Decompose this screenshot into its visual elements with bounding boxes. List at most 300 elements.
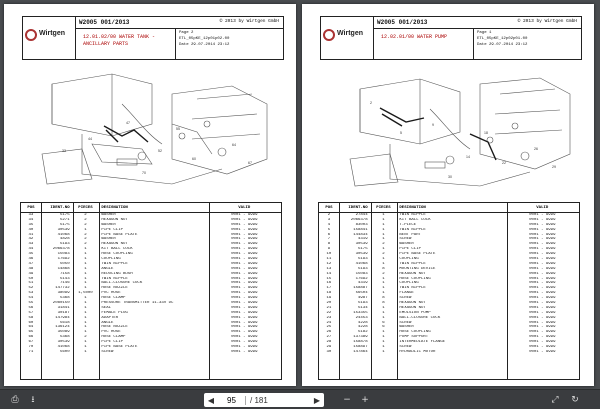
svg-text:60: 60 <box>192 157 196 161</box>
table-cell: 0001 - 9999 <box>529 301 556 306</box>
table-cell: 30539 <box>57 227 70 232</box>
page-meta: Page 2 ETL_05pKE_12p01p02-00 Date 29.07.2014 23:12 <box>179 31 230 47</box>
page-header <box>320 16 582 60</box>
table-cell: 0001 - 9999 <box>529 266 556 271</box>
svg-text:64: 64 <box>232 143 236 147</box>
logo-text: Wirtgen <box>337 30 363 37</box>
table-cell: 0001 - 9999 <box>231 349 258 354</box>
table-cell: 0001 - 9999 <box>529 310 556 315</box>
parts-table <box>318 202 580 380</box>
table-cell: 1 <box>382 305 385 310</box>
table-cell: 4228 <box>358 325 368 330</box>
table-cell: 29 <box>326 345 332 350</box>
table-cell: 41 <box>28 232 34 237</box>
table-cell: 0001 - 9999 <box>529 252 556 257</box>
table-cell: 25 <box>326 325 332 330</box>
table-cell: 1 <box>84 305 87 310</box>
table-cell: 4319 <box>358 281 368 286</box>
table-cell: 0001 - 9999 <box>529 286 556 291</box>
table-cell: PIPE BASE PLATE <box>399 252 436 257</box>
logo-text: Wirtgen <box>39 30 65 37</box>
table-cell: 12 <box>326 261 332 266</box>
table-cell: HYDRAULIC MOTOR <box>399 349 436 354</box>
table-cell: 54 <box>28 296 34 301</box>
table-cell: 56504 <box>355 291 368 296</box>
table-cell: KIT BALL COCK <box>101 247 133 252</box>
table-cell: 47 <box>28 261 34 266</box>
table-cell: WASHER <box>399 242 414 247</box>
table-cell: 5134 <box>358 305 368 310</box>
table-cell: 144834 <box>353 232 368 237</box>
table-cell: 0001 - 9999 <box>231 276 258 281</box>
table-cell: REDUCING BUSH <box>101 271 133 276</box>
table-cell: 44 <box>28 247 34 252</box>
table-cell: PUMP SUPPORT <box>399 335 429 340</box>
table-cell: FLANGE <box>399 291 414 296</box>
table-cell: HOSE CLAMP <box>101 296 126 301</box>
table-cell: 4828 <box>60 237 70 242</box>
logo-mark-icon <box>323 29 335 41</box>
table-cell: HEXAGON NUT <box>399 301 426 306</box>
table-cell: 11 <box>326 257 332 262</box>
table-cell: 43 <box>28 242 34 247</box>
table-cell: 5193 <box>358 257 368 262</box>
table-cell: HEXAGON NUT <box>101 217 128 222</box>
table-cell: 0001 - 9999 <box>231 281 258 286</box>
table-cell: 1 <box>84 276 87 281</box>
table-cell: 15083 <box>355 271 368 276</box>
table-cell: BALL-CLOSURE COCK <box>399 315 441 320</box>
table-cell: 1 <box>84 315 87 320</box>
table-cell: SCREW <box>399 296 412 301</box>
fit-page-icon[interactable]: ⤢ <box>551 395 559 405</box>
table-cell: 0001 - 9999 <box>231 286 258 291</box>
table-cell: 30539 <box>57 340 70 345</box>
table-cell: 27 <box>326 335 332 340</box>
table-cell: 34 <box>28 217 34 222</box>
table-cell: 5600 <box>60 349 70 354</box>
table-cell: 0001 - 9999 <box>529 276 556 281</box>
table-cell: WASHER <box>101 237 116 242</box>
table-cell: 38099 <box>57 291 70 296</box>
table-cell: 2066378 <box>350 217 368 222</box>
table-cell: T-PIECE <box>399 222 417 227</box>
table-cell: 6 <box>382 320 385 325</box>
table-cell: 3 <box>327 217 331 222</box>
table-cell: 1 <box>382 340 385 345</box>
table-cell: 0001 - 9999 <box>231 330 258 335</box>
table-cell: 10 <box>326 252 332 257</box>
table-cell: 48 <box>28 266 34 271</box>
table-cell: HEXAGON NUT <box>399 271 426 276</box>
table-cell: PIPE CLIP <box>101 227 124 232</box>
table-cell: 33 <box>28 213 34 217</box>
table-cell: ADAPTER <box>101 315 119 320</box>
table-cell: 40 <box>28 227 34 232</box>
table-cell: 15 <box>326 276 332 281</box>
table-cell: 1 <box>84 349 87 354</box>
svg-text:9: 9 <box>432 123 434 127</box>
table-cell: 0001 - 9999 <box>529 281 556 286</box>
table-cell: 0001 - 9999 <box>231 310 258 315</box>
table-cell: 50 <box>28 276 34 281</box>
table-cell: 0001 - 9999 <box>529 315 556 320</box>
table-cell: 55 <box>28 301 34 306</box>
table-cell: 2 <box>84 237 87 242</box>
svg-text:5: 5 <box>400 131 402 135</box>
table-cell: 1 <box>84 281 87 286</box>
table-cell: 0001 - 9999 <box>231 222 258 227</box>
table-cell: 57 <box>28 310 34 315</box>
table-cell: 147864 <box>353 349 368 354</box>
right-page <box>302 4 594 386</box>
table-cell: 4228 <box>358 320 368 325</box>
table-cell: 67 <box>28 340 34 345</box>
document-title: W2005 001/2013 <box>377 19 428 26</box>
page-meta: Page 1 ETL_05pKE_12p02p01-00 Date 29.07.2014 23:12 <box>477 31 528 47</box>
table-cell: 1 <box>84 271 87 276</box>
table-cell: 7 <box>327 237 331 242</box>
table-cell: ANGLE <box>101 266 114 271</box>
table-cell: 6 <box>382 325 385 330</box>
table-cell: 1 <box>84 227 87 232</box>
zoom-out-icon[interactable]: − <box>343 395 351 405</box>
table-cell: 0001 - 9999 <box>231 266 258 271</box>
table-cell: 5368 <box>60 335 70 340</box>
wirtgen-logo <box>323 27 371 49</box>
table-cell: EMULSION PUMP <box>399 310 431 315</box>
table-cell: 1 <box>84 325 87 330</box>
table-cell: 21 <box>326 305 332 310</box>
table-cell: 71 <box>28 349 34 354</box>
table-cell: 0001 - 9999 <box>231 242 258 247</box>
table-cell: 0001 - 9999 <box>529 325 556 330</box>
table-cell: 4319 <box>358 237 368 242</box>
table-cell: 2 <box>327 213 331 217</box>
table-cell: TWIN NIPPLE <box>101 261 128 266</box>
table-cell: 0001 - 9999 <box>231 247 258 252</box>
table-cell: 2 <box>84 222 87 227</box>
table-cell: 1 <box>382 345 385 350</box>
table-cell: COUPLING <box>399 281 419 286</box>
table-cell: PIPE BASE PLATE <box>101 345 138 350</box>
table-header: POS IDENT-NO PIECES DESIGNATION VALID <box>319 203 579 213</box>
table-cell: 41068 <box>57 345 70 350</box>
table-cell: 0001 - 9999 <box>529 345 556 350</box>
table-cell: 0001 - 9999 <box>529 227 556 232</box>
print-icon[interactable]: ⎙ <box>11 395 19 405</box>
section-title: 12.02.01/00 WATER PUMP <box>381 34 448 40</box>
table-cell: 64 <box>28 325 34 330</box>
table-cell: 5618 <box>60 320 70 325</box>
table-cell: 0001 - 9999 <box>529 237 556 242</box>
table-cell: 1 <box>382 237 385 242</box>
svg-text:14: 14 <box>466 155 470 159</box>
table-cell: 1 <box>382 217 385 222</box>
table-cell: 0001 - 9999 <box>231 345 258 350</box>
table-cell: 5193 <box>358 301 368 306</box>
table-cell: 2080150 <box>52 301 70 306</box>
table-cell: 1 <box>382 310 385 315</box>
current-page-input[interactable]: 95 <box>218 396 246 405</box>
download-icon[interactable]: ⭳ <box>31 395 35 405</box>
table-cell: 1 <box>382 286 385 291</box>
table-cell: 5050 <box>60 261 70 266</box>
table-cell: 5143 <box>60 276 70 281</box>
table-cell: 1 <box>84 320 87 325</box>
table-cell: SCREW <box>399 237 412 242</box>
table-cell: 60 <box>28 320 34 325</box>
table-cell: 30187 <box>57 310 70 315</box>
table-cell: TWIN NIPPLE <box>399 213 426 217</box>
table-body <box>319 213 579 355</box>
table-cell: 5193 <box>60 242 70 247</box>
table-cell: HOSE NOZZLE <box>101 325 128 330</box>
svg-text:55: 55 <box>176 127 180 131</box>
table-cell: 8 <box>382 296 385 301</box>
table-cell: 1 <box>382 232 385 237</box>
table-cell: 0001 - 9999 <box>529 257 556 262</box>
table-cell: SCREW <box>399 320 412 325</box>
table-cell: 5 <box>327 227 331 232</box>
table-cell: 158887 <box>353 286 368 291</box>
section-title: 12.01.02/00 WATER TANK - ANCILLARY PARTS <box>83 34 156 47</box>
table-cell: 1 <box>382 349 385 354</box>
svg-text:67: 67 <box>248 161 252 165</box>
table-cell: 2 <box>84 242 87 247</box>
table-cell: 7146 <box>60 281 70 286</box>
table-cell: 0001 - 9999 <box>529 217 556 222</box>
table-cell: 153355 <box>353 310 368 315</box>
table-cell: 42 <box>28 237 34 242</box>
table-cell: HOSE COUPLING <box>101 252 133 257</box>
table-cell: 4987 <box>358 296 368 301</box>
table-cell: 2 <box>382 242 385 247</box>
table-body <box>21 213 281 355</box>
table-cell: 1 <box>382 257 385 262</box>
viewer-toolbar <box>0 389 600 409</box>
table-cell: 28 <box>326 340 332 345</box>
table-cell: 1 <box>84 310 87 315</box>
next-page-icon[interactable]: ▶ <box>313 395 321 405</box>
table-cell: 1 <box>84 345 87 350</box>
parts-table <box>20 202 282 380</box>
table-cell: HOSE COUPLING <box>399 330 431 335</box>
table-cell: 6 <box>327 232 331 237</box>
svg-text:29: 29 <box>552 165 556 169</box>
table-cell: 0001 - 9999 <box>231 271 258 276</box>
table-cell: COUPLING <box>399 257 419 262</box>
table-cell: 1 <box>84 296 87 301</box>
table-cell: 70 <box>28 345 34 350</box>
exploded-parts-drawing <box>22 64 284 198</box>
table-cell: 0001 - 9999 <box>231 261 258 266</box>
table-cell: 5175 <box>358 247 368 252</box>
copyright: © 2013 by Wirtgen GmbH <box>219 19 279 24</box>
table-cell: 46 <box>28 257 34 262</box>
table-cell: 0001 - 9999 <box>529 335 556 340</box>
table-cell: 53 <box>28 291 34 296</box>
zoom-in-icon[interactable]: + <box>361 395 369 405</box>
table-cell: 0001 - 9999 <box>231 213 258 217</box>
table-cell: 83003 <box>355 222 368 227</box>
table-cell: 1 <box>382 222 385 227</box>
table-cell: 14868 <box>57 266 70 271</box>
table-cell: 0001 - 9999 <box>231 237 258 242</box>
table-cell: 0001 - 9999 <box>231 315 258 320</box>
table-cell: 1 <box>382 261 385 266</box>
table-cell: 1 <box>84 340 87 345</box>
table-cell: HOSE CLAMP <box>101 335 126 340</box>
table-cell: PVC HOSE <box>101 291 121 296</box>
table-cell: 23 <box>326 315 332 320</box>
table-cell: 1 <box>382 291 385 296</box>
table-cell: 0001 - 9999 <box>231 217 258 222</box>
table-cell: 0001 - 9999 <box>231 305 258 310</box>
table-cell: 0001 - 9999 <box>529 296 556 301</box>
table-cell: 9 <box>327 247 331 252</box>
table-cell: 5182 <box>358 330 368 335</box>
table-cell: KIT BALL COCK <box>399 217 431 222</box>
table-cell: 2 <box>84 335 87 340</box>
table-cell: 136124 <box>55 325 70 330</box>
table-cell: 31841 <box>57 305 70 310</box>
table-cell: 1 <box>84 286 87 291</box>
table-cell: 0001 - 9999 <box>231 291 258 296</box>
table-cell: PVC HOSE <box>101 330 121 335</box>
table-cell: 1 <box>382 227 385 232</box>
table-cell: SCREW <box>399 345 412 350</box>
table-cell: 14 <box>326 271 332 276</box>
page-navigator <box>204 393 324 407</box>
copyright: © 2013 by Wirtgen GmbH <box>517 19 577 24</box>
svg-text:26: 26 <box>534 147 538 151</box>
table-cell: 0001 - 9999 <box>529 222 556 227</box>
table-cell: BENT PART <box>399 232 422 237</box>
table-cell: WASHER <box>399 325 414 330</box>
table-cell: 0001 - 9999 <box>231 320 258 325</box>
table-cell: 0001 - 9999 <box>231 335 258 340</box>
svg-text:44: 44 <box>88 137 92 141</box>
table-cell: 0001 - 9999 <box>529 213 556 217</box>
svg-text:52: 52 <box>158 149 162 153</box>
table-cell: COUPLING <box>101 257 121 262</box>
table-cell: HOSE COUPLING <box>399 276 431 281</box>
table-cell: 0001 - 9999 <box>231 232 258 237</box>
table-cell: 1 <box>382 281 385 286</box>
table-cell: 1 <box>84 266 87 271</box>
left-page <box>4 4 296 386</box>
table-cell: 0001 - 9999 <box>529 330 556 335</box>
table-cell: 0001 - 9999 <box>231 227 258 232</box>
table-cell: 8 <box>382 266 385 271</box>
table-cell: 2 <box>84 213 87 217</box>
svg-text:2: 2 <box>370 101 372 105</box>
table-cell: 1 <box>84 261 87 266</box>
logo-mark-icon <box>25 29 37 41</box>
table-cell: 17692 <box>355 276 368 281</box>
table-cell: 0001 - 9999 <box>529 232 556 237</box>
table-cell: 58 <box>28 315 34 320</box>
table-cell: 0001 - 9999 <box>529 291 556 296</box>
table-cell: BALL-CLOSURE COCK <box>101 281 143 286</box>
table-cell: 0001 - 9999 <box>529 320 556 325</box>
table-cell: 0001 - 9999 <box>529 247 556 252</box>
table-cell: PRESSURE TRANSMITTER 11-33V DC <box>101 301 174 306</box>
table-cell: 158897 <box>353 345 368 350</box>
table-cell: 8 <box>327 242 331 247</box>
table-cell: 0001 - 9999 <box>231 252 258 257</box>
table-cell: 7158 <box>60 271 70 276</box>
table-cell: 5175 <box>60 222 70 227</box>
table-cell: 22 <box>326 310 332 315</box>
table-cell: 0001 - 9999 <box>529 242 556 247</box>
table-cell: 1 <box>84 247 87 252</box>
table-cell: 158878 <box>353 340 368 345</box>
table-cell: MOUNTING DEVICE <box>399 266 436 271</box>
table-cell: 0001 - 9999 <box>231 340 258 345</box>
table-cell: 15083 <box>57 252 70 257</box>
table-cell: 147984 <box>55 315 70 320</box>
table-cell: 158841 <box>353 227 368 232</box>
table-cell: 26 <box>326 330 332 335</box>
table-cell: 30 <box>326 349 332 354</box>
table-cell: 1 <box>382 247 385 252</box>
table-cell: TWIN NIPPLE <box>399 227 426 232</box>
table-cell: HOSE NOZZLE <box>101 286 128 291</box>
table-cell: 20 <box>326 301 332 306</box>
table-cell: PIPE BASE PLATE <box>101 232 138 237</box>
table-cell: 2 <box>84 232 87 237</box>
table-cell: FEMALE PLUG <box>101 310 128 315</box>
table-cell: 5368 <box>60 296 70 301</box>
table-cell: 0001 - 9999 <box>529 340 556 345</box>
table-cell: 5175 <box>60 213 70 217</box>
svg-text:33: 33 <box>62 149 66 153</box>
table-cell: 24 <box>326 320 332 325</box>
table-cell: WASHER <box>101 213 116 217</box>
table-cell: 0001 - 9999 <box>529 305 556 310</box>
prev-page-icon[interactable]: ◀ <box>207 395 215 405</box>
table-cell: 8 <box>382 301 385 306</box>
table-cell: 147732 <box>55 286 70 291</box>
table-cell: 13 <box>326 266 332 271</box>
table-cell: 1 <box>382 213 385 217</box>
table-cell: 1,5000 <box>78 291 93 296</box>
table-cell: 17 <box>326 286 332 291</box>
table-cell: HEXAGON NUT <box>399 305 426 310</box>
table-cell: 2 <box>382 252 385 257</box>
table-cell: 45 <box>28 252 34 257</box>
table-cell: HEXAGON NUT <box>101 242 128 247</box>
table-cell: 5193 <box>358 266 368 271</box>
table-cell: 0001 - 9999 <box>231 257 258 262</box>
table-cell: 1 <box>382 276 385 281</box>
table-row <box>319 350 579 355</box>
rotate-icon[interactable]: ↻ <box>571 395 579 405</box>
table-cell: 27844 <box>355 213 368 217</box>
svg-text:30: 30 <box>448 175 452 179</box>
table-header: POS IDENT-NO PIECES DESIGNATION VALID <box>21 203 281 213</box>
table-cell: 1 <box>382 315 385 320</box>
svg-text:70: 70 <box>142 171 146 175</box>
table-cell: 1 <box>84 252 87 257</box>
table-cell: 0001 - 9999 <box>231 301 258 306</box>
table-cell: 1 <box>382 330 385 335</box>
table-cell: 30539 <box>355 242 368 247</box>
table-cell: TWIN NIPPLE <box>101 276 128 281</box>
table-cell: 1 <box>382 335 385 340</box>
